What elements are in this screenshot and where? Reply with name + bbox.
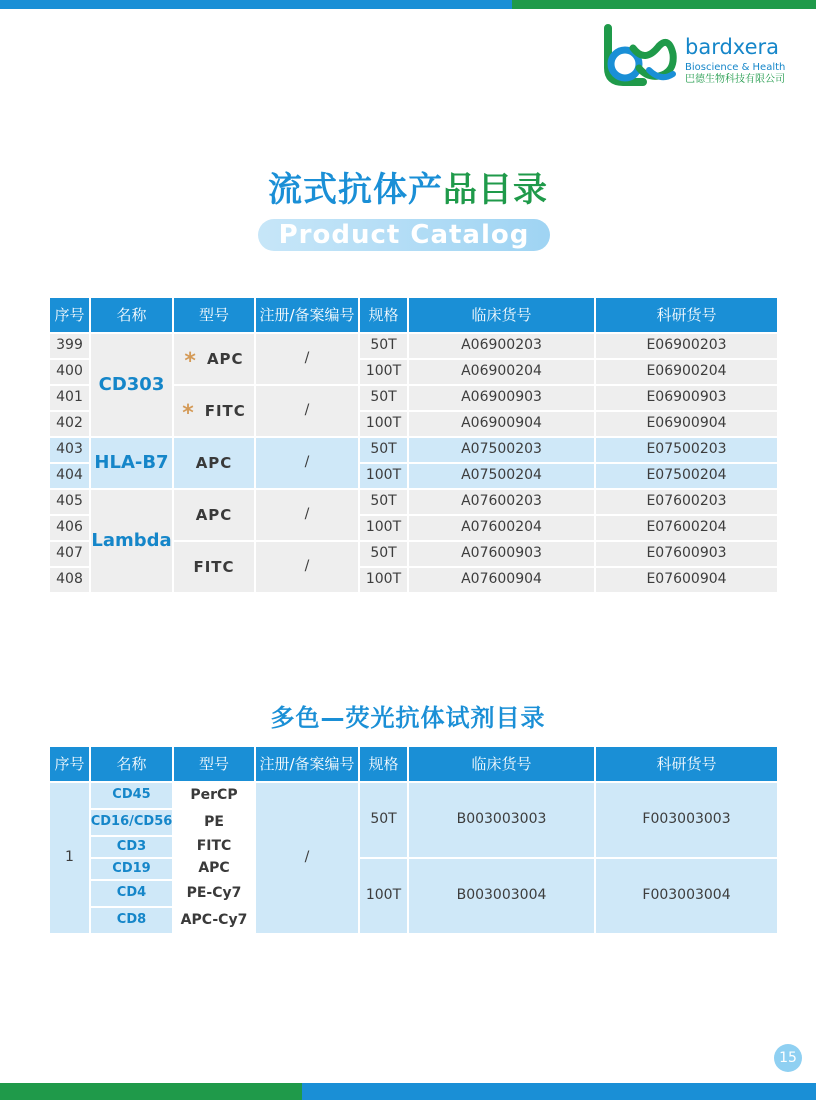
registration-cell: / [256, 542, 358, 592]
row-spec: 100T [360, 360, 407, 384]
row-research-code: E06900903 [596, 386, 777, 410]
row-spec: 50T [360, 542, 407, 566]
product-name-lambda: Lambda [91, 490, 172, 592]
row-clinical-code: A07600904 [409, 568, 594, 592]
header-model: 型号 [174, 747, 254, 781]
logo-tagline-en: Bioscience & Health [685, 62, 786, 73]
row-research-code: E07600904 [596, 568, 777, 592]
flow-antibody-table [50, 298, 777, 592]
fluorochrome-model: PE-Cy7 [174, 881, 254, 906]
row-research-code: E07500203 [596, 438, 777, 462]
registration-cell: / [256, 438, 358, 488]
row-research-code: E07600203 [596, 490, 777, 514]
row-no: 1 [50, 783, 89, 933]
model-cell [174, 334, 254, 384]
row-no: 401 [50, 386, 89, 410]
header-clinical-code: 临床货号 [409, 747, 594, 781]
row-no: 399 [50, 334, 89, 358]
star-marker-icon: * [184, 348, 197, 374]
row-clinical-code: A06900903 [409, 386, 594, 410]
fluorochrome-model: FITC [174, 837, 254, 857]
row-clinical-code: A07600903 [409, 542, 594, 566]
page-title [0, 168, 816, 212]
row-clinical-code: A07500204 [409, 464, 594, 488]
row-clinical-code: B003003003 [409, 783, 594, 857]
top-bar-green-segment [512, 0, 816, 9]
registration-cell: / [256, 783, 358, 933]
row-no: 402 [50, 412, 89, 436]
row-clinical-code: A06900904 [409, 412, 594, 436]
model-cell [174, 386, 254, 436]
marker-name: CD8 [91, 908, 172, 933]
row-research-code: E06900203 [596, 334, 777, 358]
page-title-part-green: 品目录 [443, 170, 548, 210]
row-research-code: F003003004 [596, 859, 777, 933]
row-spec: 50T [360, 438, 407, 462]
marker-name: CD16/CD56 [91, 810, 172, 835]
header-no: 序号 [50, 298, 89, 332]
header-no: 序号 [50, 747, 89, 781]
registration-cell: / [256, 386, 358, 436]
model-label: APC [206, 349, 244, 368]
header-registration: 注册/备案编号 [256, 298, 358, 332]
star-marker-icon: * [182, 400, 195, 426]
marker-name: CD3 [91, 837, 172, 857]
page-number-badge: 15 [774, 1044, 802, 1072]
section-title-multicolor: 多色—荧光抗体试剂目录 [270, 704, 546, 732]
model-label: FITC [204, 401, 246, 420]
logo-brand-name: bardxera [685, 35, 779, 59]
row-spec: 100T [360, 516, 407, 540]
header-spec: 规格 [360, 747, 407, 781]
fluorochrome-model: APC-Cy7 [174, 908, 254, 933]
row-spec: 100T [360, 568, 407, 592]
header-clinical-code: 临床货号 [409, 298, 594, 332]
row-spec: 50T [360, 783, 407, 857]
header-registration: 注册/备案编号 [256, 747, 358, 781]
header-research-code: 科研货号 [596, 747, 777, 781]
row-no: 400 [50, 360, 89, 384]
row-no: 405 [50, 490, 89, 514]
bardxera-logo [603, 24, 793, 88]
header-name: 名称 [91, 747, 172, 781]
model-cell: FITC [174, 542, 254, 592]
row-research-code: F003003003 [596, 783, 777, 857]
fluorochrome-model: APC [174, 859, 254, 879]
row-spec: 50T [360, 386, 407, 410]
row-no: 404 [50, 464, 89, 488]
row-clinical-code: A06900203 [409, 334, 594, 358]
header-research-code: 科研货号 [596, 298, 777, 332]
model-cell: APC [174, 438, 254, 488]
header-spec: 规格 [360, 298, 407, 332]
row-research-code: E06900204 [596, 360, 777, 384]
product-name-hla-b7: HLA-B7 [91, 438, 172, 488]
header-model: 型号 [174, 298, 254, 332]
english-title-pill: Product Catalog [258, 219, 550, 251]
multicolor-reagent-table [50, 747, 777, 933]
bottom-color-bar [0, 1083, 816, 1100]
row-spec: 100T [360, 859, 407, 933]
row-spec: 100T [360, 412, 407, 436]
registration-cell: / [256, 490, 358, 540]
model-cell: APC [174, 490, 254, 540]
fluorochrome-model: PerCP [174, 783, 254, 808]
marker-name: CD19 [91, 859, 172, 879]
row-research-code: E07600204 [596, 516, 777, 540]
top-color-bar [0, 0, 816, 9]
product-name-cd303: CD303 [91, 334, 172, 436]
page-title-part-blue: 流式抗体产 [268, 170, 443, 210]
row-no: 408 [50, 568, 89, 592]
row-clinical-code: A07500203 [409, 438, 594, 462]
marker-name: CD4 [91, 881, 172, 906]
row-clinical-code: A06900204 [409, 360, 594, 384]
logo-tagline-cn: 巴德生物科技有限公司 [685, 74, 785, 85]
row-no: 403 [50, 438, 89, 462]
row-spec: 100T [360, 464, 407, 488]
row-clinical-code: B003003004 [409, 859, 594, 933]
row-research-code: E07500204 [596, 464, 777, 488]
fluorochrome-model: PE [174, 810, 254, 835]
logo-mark-icon [603, 24, 678, 86]
header-name: 名称 [91, 298, 172, 332]
row-research-code: E06900904 [596, 412, 777, 436]
row-spec: 50T [360, 490, 407, 514]
row-clinical-code: A07600203 [409, 490, 594, 514]
bottom-bar-green-segment [0, 1083, 302, 1100]
bottom-bar-blue-segment [302, 1083, 816, 1100]
row-research-code: E07600903 [596, 542, 777, 566]
row-clinical-code: A07600204 [409, 516, 594, 540]
registration-cell: / [256, 334, 358, 384]
row-no: 407 [50, 542, 89, 566]
top-bar-blue-segment [0, 0, 512, 9]
marker-name: CD45 [91, 783, 172, 808]
row-no: 406 [50, 516, 89, 540]
row-spec: 50T [360, 334, 407, 358]
